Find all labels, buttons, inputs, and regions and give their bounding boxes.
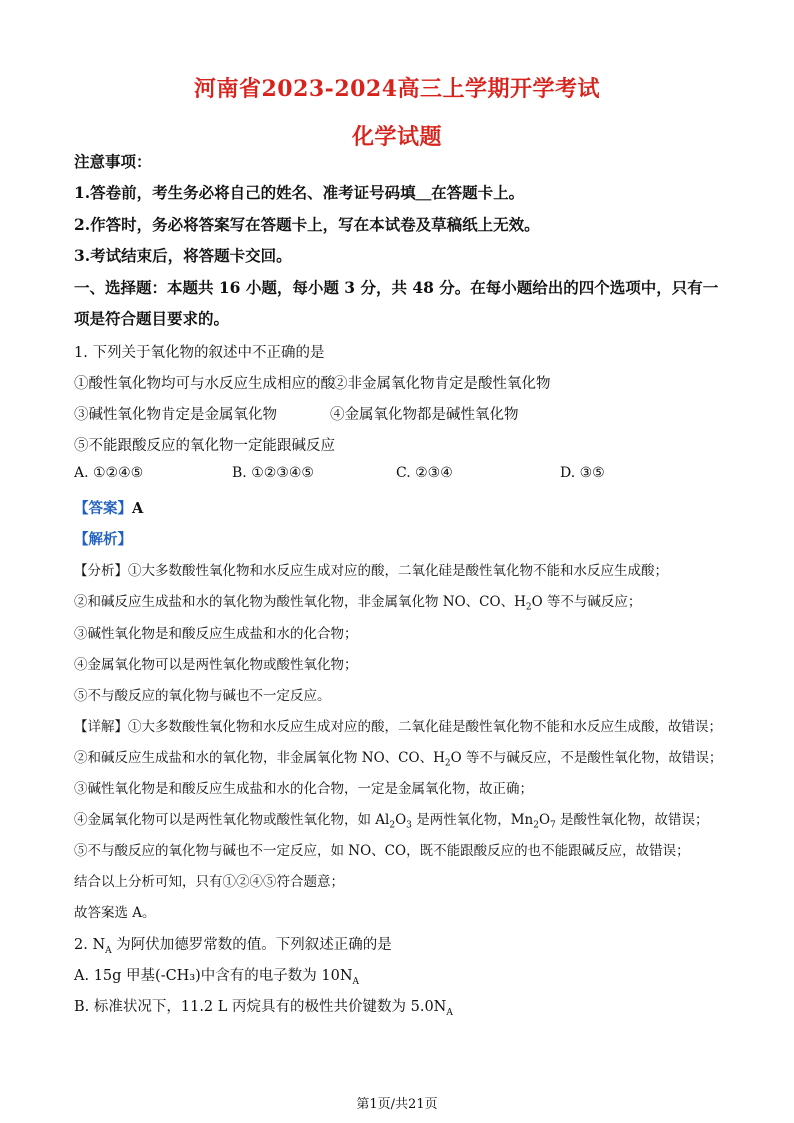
notice-item-1: 1.答卷前，考生务必将自己的姓名、准考证号码填＿在答题卡上。 <box>74 183 525 202</box>
q1-xiangjie-line-3: ③碱性氧化物是和酸反应生成盐和水的化合物，一定是金属氧化物，故正确； <box>74 781 533 797</box>
q1-option-d: D. ③⑤ <box>560 465 605 481</box>
q1-fenxi-line-3: ③碱性氧化物是和酸反应生成盐和水的化合物； <box>74 626 358 642</box>
question-1-stem: 1. 下列关于氧化物的叙述中不正确的是 <box>74 345 325 361</box>
answer-value: A <box>132 500 144 517</box>
q1-conclusion: 结合以上分析可知，只有①②④⑤符合题意； <box>74 874 344 890</box>
q1-option-b: B. ①②③④⑤ <box>232 465 314 481</box>
page-footer: 第1页/共21页 <box>356 1097 438 1112</box>
question-2-stem: 2. $N_A$ 为阿伏加德罗常数的值。下列叙述正确的是 <box>74 937 392 956</box>
q1-fenxi-line-5: ⑤不与酸反应的氧化物与碱也不一定反应。 <box>74 688 331 704</box>
exam-title: 河南省2023-2024高三上学期开学考试 <box>193 76 601 102</box>
notice-item-2: 2.作答时，务必将答案写在答题卡上，写在本试卷及草稿纸上无效。 <box>74 215 540 234</box>
q1-option-a: A. ①②④⑤ <box>74 465 144 481</box>
q1-statement-3: ③碱性氧化物肯定是金属氧化物 <box>74 407 277 423</box>
answer-tag: 【答案】 <box>74 500 132 517</box>
section-instruction-line-1: 一、选择题：本题共 16 小题，每小题 3 分，共 48 分。在每小题给出的四个选项中，只有一 <box>74 278 719 297</box>
exam-subtitle: 化学试题 <box>351 124 442 150</box>
notice-item-3: 3.考试结束后，将答题卡交回。 <box>74 246 292 265</box>
q1-xiangjie-line-5: ⑤不与酸反应的氧化物与碱也不一定反应，如 NO、CO，既不能跟酸反应的也不能跟碱反应，故错误； <box>74 843 690 859</box>
q1-xiangjie-line-2: ②和碱反应生成盐和水的氧化物，非金属氧化物 NO、CO、$H_2O$ 等不与碱反应，不是酸性氧化物，故错误； <box>74 750 723 769</box>
q1-statement-2: ②非金属氧化物肯定是酸性氧化物 <box>333 376 551 392</box>
q1-fenxi-line-4: ④金属氧化物可以是两性氧化物或酸性氧化物； <box>74 657 358 673</box>
q1-option-c: C. ②③④ <box>396 465 453 481</box>
q1-fenxi-line-2: ②和碱反应生成盐和水的氧化物为酸性氧化物，非金属氧化物 NO、CO、$H_2O$ 等不与碱反应； <box>74 594 642 613</box>
q1-answer <box>74 497 143 518</box>
notice-heading: 注意事项： <box>74 152 152 171</box>
q1-analysis-tag <box>74 528 132 549</box>
q1-final-answer: 故答案选 A。 <box>74 905 156 921</box>
q2-option-a: A. 15g 甲基(-CH₃)中含有的电子数为 $10N_A$ <box>74 968 360 987</box>
q2-option-b: B. 标准状况下，11.2 L 丙烷具有的极性共价键数为 $5.0N_A$ <box>74 999 453 1018</box>
q1-xiangjie-line-4: ④金属氧化物可以是两性氧化物或酸性氧化物，如 $Al_2O_3$ 是两性氧化物，$Mn_2O_7$ 是酸性氧化物，故错误； <box>74 812 709 831</box>
section-instruction-line-2: 项是符合题目要求的。 <box>74 309 230 328</box>
q1-xiangjie-line-1: 【详解】①大多数酸性氧化物和水反应生成对应的酸，二氧化硅是酸性氧化物不能和水反应生成酸，故错误； <box>74 719 722 735</box>
q1-fenxi-line-1: 【分析】①大多数酸性氧化物和水反应生成对应的酸，二氧化硅是酸性氧化物不能和水反应生成酸； <box>74 563 668 579</box>
q1-statement-1: ①酸性氧化物均可与水反应生成相应的酸 <box>74 376 335 392</box>
q1-statement-4: ④金属氧化物都是碱性氧化物 <box>330 407 519 423</box>
q1-statement-5: ⑤不能跟酸反应的氧化物一定能跟碱反应 <box>74 438 335 454</box>
analysis-tag: 【解析】 <box>74 531 132 548</box>
